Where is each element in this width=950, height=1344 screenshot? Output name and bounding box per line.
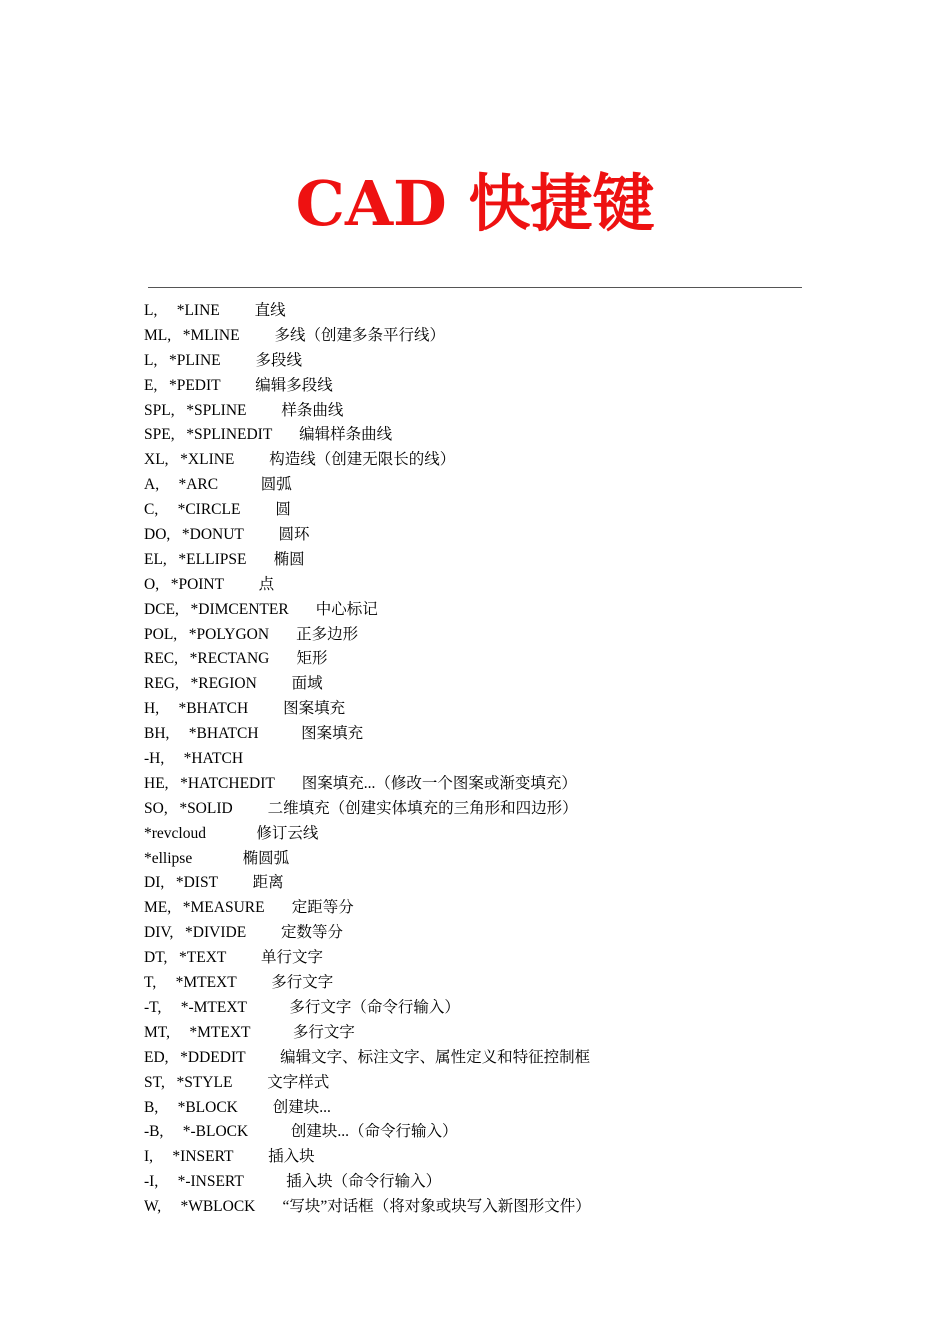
shortcut-entry: MT, *MTEXT 多行文字	[144, 1023, 355, 1041]
shortcut-entry: *revcloud 修订云线	[144, 824, 319, 842]
shortcut-entry: A, *ARC 圆弧	[144, 476, 292, 494]
shortcut-row-bhatch-h	[144, 697, 844, 722]
shortcut-entry: O, *POINT 点	[144, 575, 275, 593]
shortcut-entry: E, *PEDIT 编辑多段线	[144, 376, 333, 394]
shortcut-row-insert-cmd	[144, 1170, 844, 1195]
shortcut-entry: EL, *ELLIPSE 椭圆	[144, 550, 305, 568]
shortcut-row-ddedit	[144, 1046, 844, 1071]
shortcut-entry: SPE, *SPLINEDIT 编辑样条曲线	[144, 426, 393, 444]
shortcut-row-mtext-mt	[144, 1021, 844, 1046]
shortcut-entry: C, *CIRCLE 圆	[144, 501, 291, 519]
shortcut-row-block-cmd	[144, 1120, 844, 1145]
shortcut-entry: SO, *SOLID 二维填充（创建实体填充的三角形和四边形）	[144, 799, 578, 817]
shortcut-row-text	[144, 946, 844, 971]
shortcut-row-region	[144, 672, 844, 697]
title-divider	[148, 287, 802, 288]
shortcut-entry: H, *BHATCH 图案填充	[144, 700, 346, 718]
shortcut-entry: -T, *-MTEXT 多行文字（命令行输入）	[144, 998, 460, 1016]
shortcut-row-mtext-t	[144, 971, 844, 996]
shortcut-entry: L, *LINE 直线	[144, 302, 286, 319]
shortcut-row-insert	[144, 1145, 844, 1170]
shortcut-entry: -B, *-BLOCK 创建块...（命令行输入）	[144, 1123, 458, 1141]
shortcut-entry: ML, *MLINE 多线（创建多条平行线）	[144, 326, 445, 344]
shortcut-row-donut	[144, 523, 844, 548]
shortcut-entry: I, *INSERT 插入块	[144, 1148, 315, 1166]
page-title: CAD 快捷键	[295, 167, 655, 240]
shortcut-entry: POL, *POLYGON 正多边形	[144, 625, 359, 643]
shortcut-entry: T, *MTEXT 多行文字	[144, 974, 334, 992]
shortcut-row-splinedit	[144, 423, 844, 448]
shortcut-entry: L, *PLINE 多段线	[144, 351, 303, 369]
shortcut-entry: -H, *HATCH	[144, 750, 244, 768]
shortcut-row-hatchedit	[144, 772, 844, 797]
shortcut-entry: HE, *HATCHEDIT 图案填充...（修改一个图案或渐变填充）	[144, 774, 577, 792]
shortcut-row-pline	[144, 349, 844, 374]
shortcut-entry: DCE, *DIMCENTER 中心标记	[144, 600, 378, 618]
shortcut-entry: SPL, *SPLINE 样条曲线	[144, 401, 344, 419]
shortcut-entry: *ellipse 椭圆弧	[144, 849, 290, 867]
shortcut-row-dist	[144, 871, 844, 896]
shortcut-entry: REC, *RECTANG 矩形	[144, 650, 328, 668]
shortcut-entry: REG, *REGION 面域	[144, 675, 323, 693]
shortcut-row-divide	[144, 921, 844, 946]
shortcut-row-block	[144, 1096, 844, 1121]
shortcut-row-rectang	[144, 647, 844, 672]
shortcut-row-dimcenter	[144, 598, 844, 623]
shortcut-row-point	[144, 573, 844, 598]
shortcut-entry: ST, *STYLE 文字样式	[144, 1073, 330, 1091]
shortcut-entry: DT, *TEXT 单行文字	[144, 949, 323, 967]
shortcut-row-spline	[144, 399, 844, 424]
shortcut-row-style	[144, 1071, 844, 1096]
shortcut-row-polygon	[144, 623, 844, 648]
shortcut-row-pedit	[144, 374, 844, 399]
shortcut-entry: DIV, *DIVIDE 定数等分	[144, 924, 344, 942]
shortcut-list	[144, 299, 844, 1220]
shortcut-row-hatch	[144, 747, 844, 772]
shortcut-entry: BH, *BHATCH 图案填充	[144, 725, 364, 743]
shortcut-row-circle	[144, 498, 844, 523]
shortcut-row-ellipse-arc	[144, 847, 844, 872]
shortcut-entry: XL, *XLINE 构造线（创建无限长的线）	[144, 451, 456, 469]
shortcut-entry: DI, *DIST 距离	[144, 874, 284, 892]
shortcut-row-mline	[144, 324, 844, 349]
shortcut-row-solid	[144, 797, 844, 822]
shortcut-row-wblock	[144, 1195, 844, 1220]
shortcut-entry: -I, *-INSERT 插入块（命令行输入）	[144, 1173, 442, 1191]
shortcut-row-ellipse	[144, 548, 844, 573]
shortcut-row-line	[144, 299, 844, 324]
shortcut-entry: ME, *MEASURE 定距等分	[144, 899, 354, 917]
shortcut-row-bhatch-bh	[144, 722, 844, 747]
shortcut-row-xline	[144, 448, 844, 473]
shortcut-row-revcloud	[144, 822, 844, 847]
shortcut-entry: W, *WBLOCK “写块”对话框（将对象或块写入新图形文件）	[144, 1198, 591, 1216]
shortcut-entry: B, *BLOCK 创建块...	[144, 1098, 331, 1116]
shortcut-entry: DO, *DONUT 圆环	[144, 526, 310, 544]
shortcut-row-mtext-cmd	[144, 996, 844, 1021]
shortcut-entry: ED, *DDEDIT 编辑文字、标注文字、属性定义和特征控制框	[144, 1048, 591, 1066]
shortcut-row-arc	[144, 473, 844, 498]
shortcut-row-measure	[144, 896, 844, 921]
